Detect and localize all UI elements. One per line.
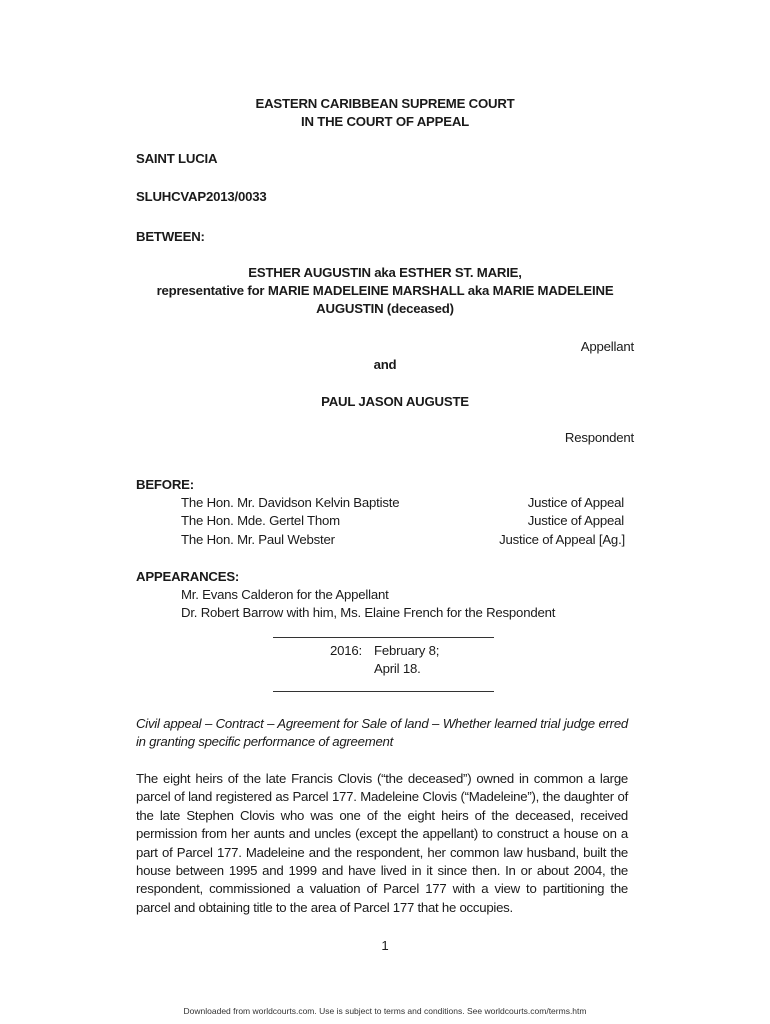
respondent-name: PAUL JASON AUGUSTE — [321, 394, 469, 409]
appearance-line: Mr. Evans Calderon for the Appellant — [181, 587, 389, 602]
judge-name: The Hon. Mr. Davidson Kelvin Baptiste — [181, 495, 400, 510]
appellant-line-3: AUGUSTIN (deceased) — [316, 301, 454, 316]
decision-year: 2016: — [330, 643, 363, 658]
appellant-line-2: representative for MARIE MADELEINE MARSHALL aka MARIE MADELEINE — [156, 283, 614, 298]
appellant-line-1: ESTHER AUGUSTIN aka ESTHER ST. MARIE, — [248, 265, 522, 280]
jurisdiction: SAINT LUCIA — [136, 151, 218, 166]
appearance-line: Dr. Robert Barrow with him, Ms. Elaine French for the Respondent — [181, 605, 556, 620]
separator-rule — [273, 637, 494, 638]
judgment-date: April 18. — [374, 661, 421, 676]
before-label: BEFORE: — [136, 477, 194, 492]
hearing-date: February 8; — [374, 643, 440, 658]
case-number: SLUHCVAP2013/0033 — [136, 189, 267, 204]
separator-rule — [273, 691, 494, 692]
judge-name: The Hon. Mde. Gertel Thom — [181, 513, 340, 528]
download-footer: Downloaded from worldcourts.com. Use is subject to terms and conditions. See worldcourts.com/terms.htm — [183, 1006, 587, 1016]
judge-name: The Hon. Mr. Paul Webster — [181, 532, 335, 547]
appearances-label: APPEARANCES: — [136, 569, 240, 584]
court-name: EASTERN CARIBBEAN SUPREME COURT — [255, 96, 515, 111]
judge-title: Justice of Appeal [Ag.] — [499, 532, 625, 547]
respondent-role: Respondent — [564, 430, 634, 445]
appellant-role: Appellant — [580, 339, 634, 354]
body-paragraph: The eight heirs of the late Francis Clovis (“the deceased”) owned in common a large parcel of land registered as Parcel 177. Madeleine Clovis (“Madeleine”), the daughter of the late Stephen Clovis who was one of the eight heirs of the deceased, received permission from her aunts and uncles (except the appellant) to construct a house on a part of Parcel 177. Madeleine and the respondent, her common law husband, built the house between 1995 and 1999 and have lived in it since then. In or about 2004, the respondent, commissioned a valuation of Parcel 177 with a view to partitioning the parcel and obtaining title to the area of Parcel 177 that he occupies. — [136, 771, 628, 915]
judge-title: Justice of Appeal — [527, 495, 624, 510]
court-division: IN THE COURT OF APPEAL — [300, 114, 470, 129]
page-number: 1 — [381, 938, 389, 953]
between-label: BETWEEN: — [136, 229, 205, 244]
and-label: and — [373, 357, 397, 372]
judge-title: Justice of Appeal — [527, 513, 624, 528]
case-summary: Civil appeal – Contract – Agreement for Sale of land – Whether learned trial judge erred in granting specific performance of agreement — [136, 716, 628, 750]
